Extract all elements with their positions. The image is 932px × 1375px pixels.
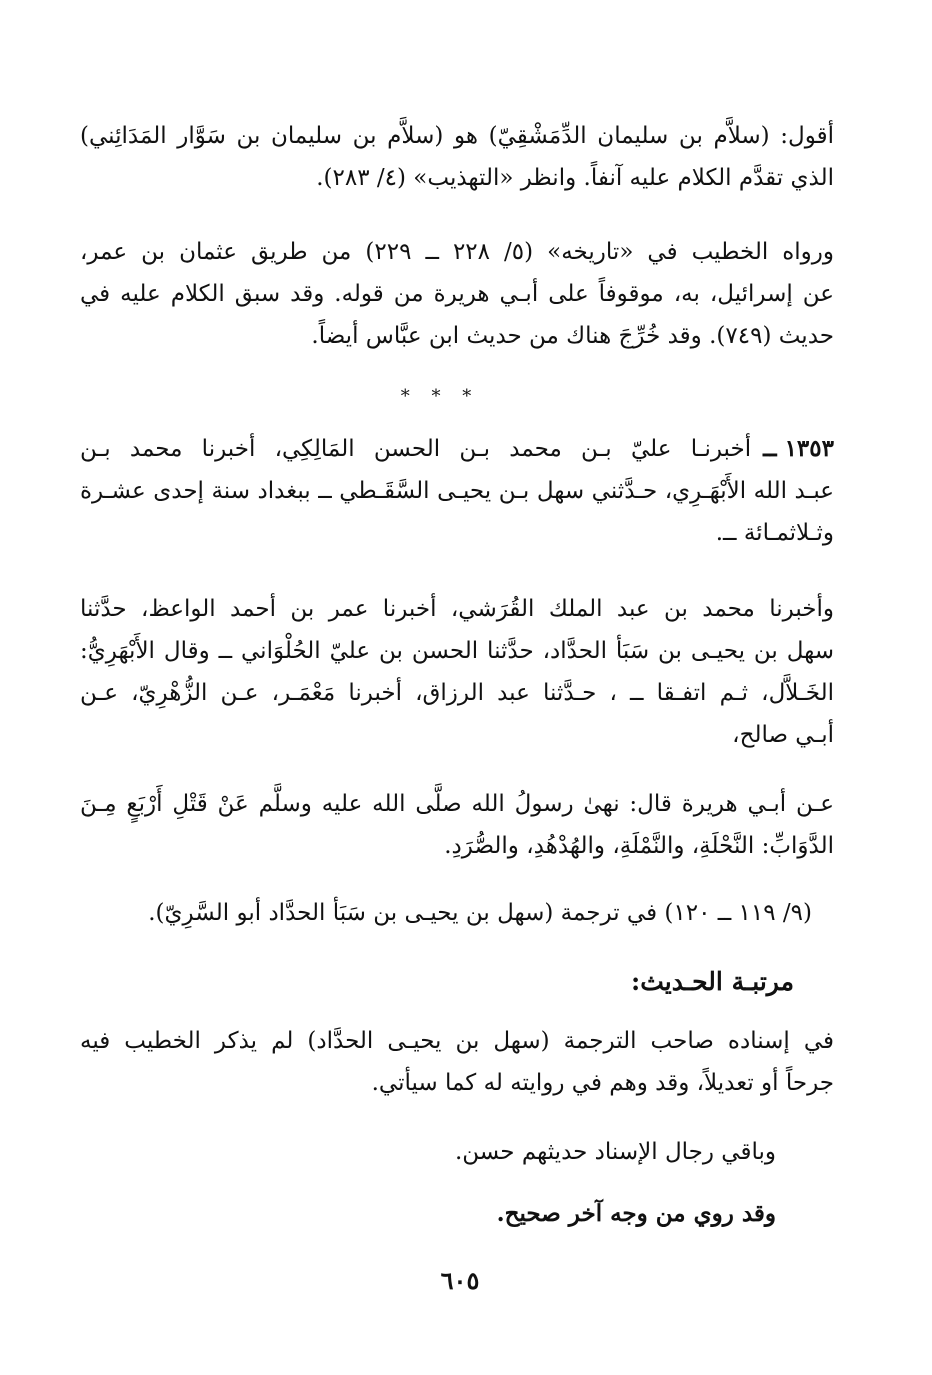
text-line: في إسناده صاحب الترجمة (سهل بن يحيـى الحدَّاد) لم يذكر الخطيب فيه	[80, 1028, 834, 1054]
text-line: أبـي صالح،	[732, 722, 834, 748]
text-line: جرحاً أو تعديلاً، وقد وهم في روايته له كما سيأتي.	[371, 1070, 834, 1096]
text-line: الذي تقدَّم الكلام عليه آنفاً. وانظر «التهذيب» (٤/ ٢٨٣).	[316, 165, 834, 191]
text-line	[80, 428, 834, 470]
section-separator: * * *	[400, 386, 480, 407]
text-line: وباقي رجال الإسناد حديثهم حسن.	[454, 1139, 776, 1165]
text-line: عن إسرائيل، به، موقوفاً على أبـي هريرة من قوله. وقد سبق الكلام عليه في	[80, 281, 834, 307]
text-line: وأخبرنا محمد بن عبد الملك القُرَشي، أخبرنا عمر بن أحمد الواعظ، حدَّثنا	[80, 596, 834, 622]
text-line: ورواه الخطيب في «تاريخه» (٥/ ٢٢٨ ــ ٢٢٩) من طريق عثمان بن عمر،	[80, 239, 834, 265]
text-line: أقول: (سلاَّم بن سليمان الدِّمَشْقِيّ) هو (سلاَّم بن سليمان بن سَوَّار المَدَائِني)	[80, 123, 834, 149]
page-number: ٦٠٥	[440, 1266, 480, 1295]
paragraph-isnad-evaluation	[80, 1020, 834, 1104]
text-line: (٩/ ١١٩ ــ ١٢٠) في ترجمة (سهل بن يحيـى بن سَبَأ الحدَّاد أبو السَّرِيّ).	[148, 900, 812, 926]
paragraph-aqul	[80, 115, 834, 199]
text-line: عبـد الله الأَبْهَـرِي، حـدَّثني سهل بـن يحيـى السَّقَـطي ــ ببغداد سنة إحدى عشـرة	[80, 478, 834, 504]
text-line: وقد روي من وجه آخر صحيح.	[496, 1200, 776, 1227]
paragraph-hadith-text	[80, 783, 834, 867]
text-line: حديث (٧٤٩). وقد خُرِّجَ هناك من حديث ابن عبَّاس أيضاً.	[311, 323, 834, 349]
section-heading: مرتبـة الحـديث:	[630, 967, 794, 996]
paragraph-conclusion	[80, 1193, 834, 1235]
paragraph-rawahu	[80, 231, 834, 357]
paragraph-remaining-narrators	[80, 1131, 834, 1173]
text-line: الخَـلاَّل، ثـم اتفـقا ــ ، حـدَّثنا عبد الرزاق، أخبرنا مَعْمَـر، عـن الزُّهْرِيّ، عـن	[80, 680, 834, 706]
text-line: عـن أبـي هريرة قال: نهىٰ رسولُ الله صلَّى الله عليه وسلَّم عَنْ قَتْلِ أَرْبَعٍ مِـنَ	[80, 791, 834, 817]
paragraph-hadith-1353	[80, 428, 834, 554]
paragraph-reference	[80, 892, 834, 934]
text-line-content: أخبرنـا عليّ بـن محمد بـن الحسن المَالِكِي، أخبرنا محمد بـن	[80, 436, 752, 462]
text-line: سهل بن يحيـى بن سَبَأ الحدَّاد، حدَّثنا الحسن بن عليّ الحُلْوَاني ــ وقال الأَبْهَرِيُّ:	[80, 638, 834, 664]
text-line: وثـلاثمـائة ــ.	[715, 520, 834, 546]
hadith-number: ١٣٥٣ ــ	[763, 435, 834, 462]
text-line: الدَّوَابِّ: النَّحْلَةِ، والنَّمْلَةِ، والهُدْهُدِ، والصُّرَدِ.	[444, 833, 834, 859]
paragraph-second-chain	[80, 588, 834, 756]
